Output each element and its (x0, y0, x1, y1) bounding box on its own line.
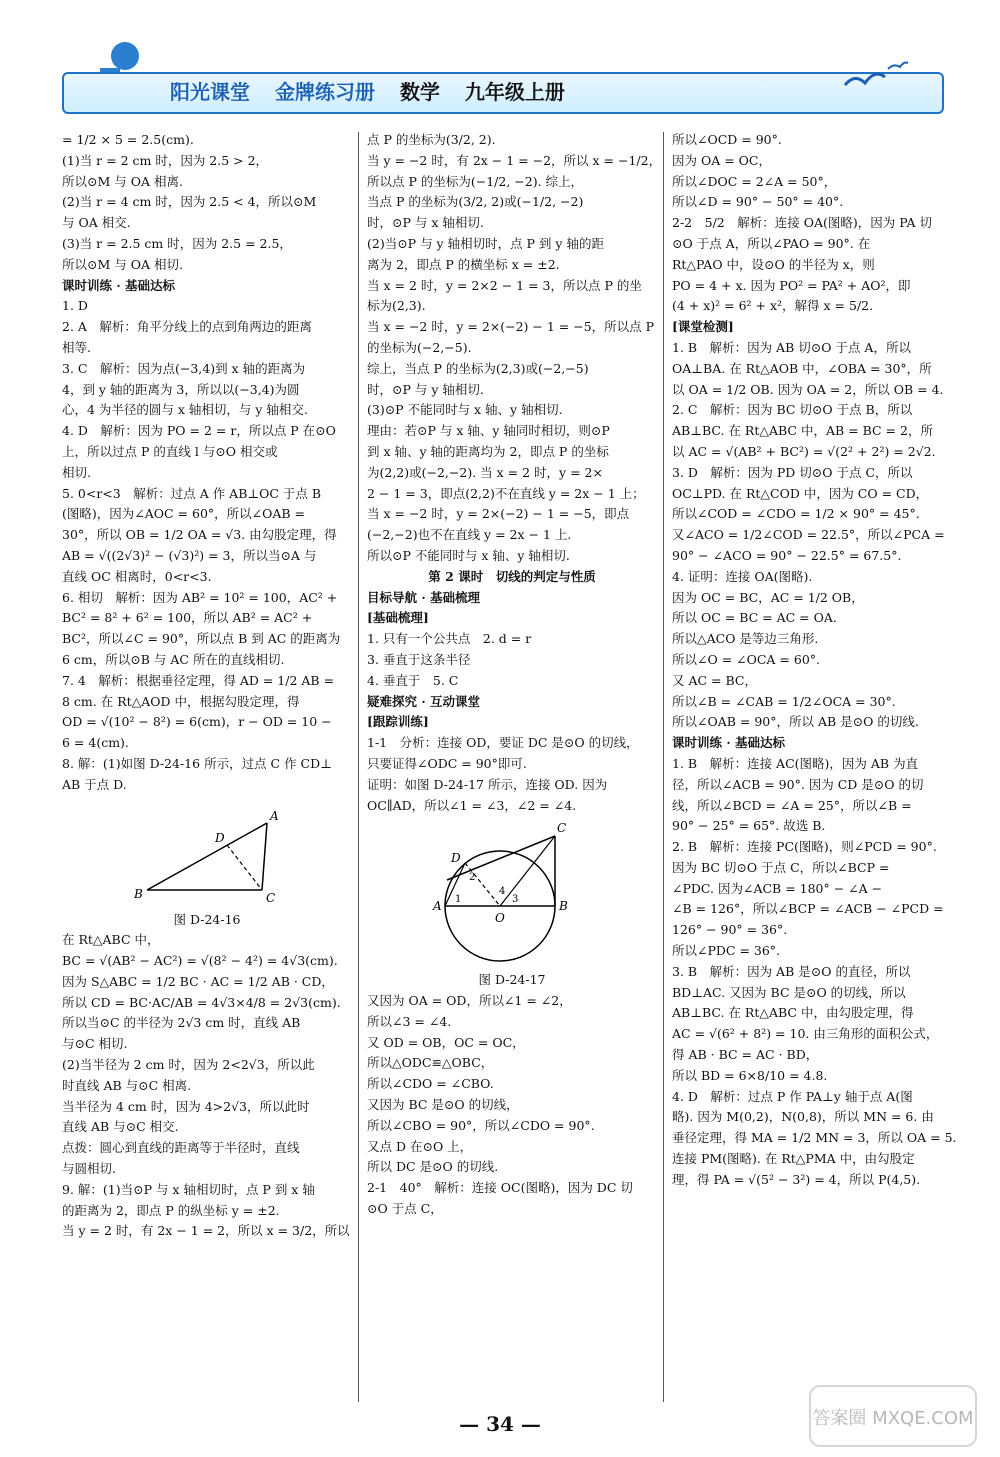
text-line: 又 AC = BC， (672, 672, 757, 688)
text-line: 当 x = 2 时，y = 2×2 − 1 = 3，所以点 P 的坐 (367, 277, 642, 293)
section-heading: 目标导航 · 基础梳理 (367, 589, 481, 605)
text-line: (图略)，因为∠AOC = 60°，所以∠OAB = (62, 506, 306, 522)
text-line: 当半径为 4 cm 时，因为 4>2√3，所以此时 (62, 1098, 310, 1114)
subsection-heading: [基础梳理] (367, 610, 429, 626)
text-line: 3. D 解析：因为 PD 切⊙O 于点 C，所以 (672, 464, 913, 480)
text-line: 又 OD = OB，OC = OC， (367, 1034, 525, 1050)
text-line: 以 AC = √(AB² + BC²) = √(2² + 2²) = 2√2. (672, 443, 936, 459)
text-line: 1. D (62, 298, 88, 314)
text-line: 所以∠D = 90° − 50° = 40°. (672, 194, 844, 210)
text-line: 直线 OC 相离时，0<r<3. (62, 568, 212, 584)
text-line: 4. 证明：连接 OA(图略). (672, 568, 813, 584)
label-B: B (134, 886, 143, 901)
text-line: 得 AB · BC = AC · BD， (672, 1047, 819, 1063)
text-line: 所以∠O = ∠OCA = 60°. (672, 651, 821, 667)
text-line: 9. 解：(1)当⊙P 与 x 轴相切时，点 P 到 x 轴 (62, 1181, 315, 1197)
text-line: 线，所以∠BCD = ∠A = 25°，所以∠B = (672, 797, 912, 813)
text-line: (1)当 r = 2 cm 时，因为 2.5 > 2， (62, 152, 269, 168)
text-line: 的坐标为(−2,−5). (367, 339, 472, 355)
text-line: 所以⊙M 与 OA 相切. (62, 256, 183, 272)
text-line: 又因为 BC 是⊙O 的切线， (367, 1097, 519, 1113)
text-line: 1. B 解析：因为 AB 切⊙O 于点 A，所以 (672, 339, 911, 355)
grade-name: 九年级上册 (464, 80, 565, 104)
text-line: 1. B 解析：连接 AC(图略)，因为 AB 为直 (672, 755, 919, 771)
text-line: OC⊥PD. 在 Rt△COD 中，因为 CO = CD， (672, 485, 929, 501)
section-heading: 课时训练 · 基础达标 (672, 735, 786, 751)
text-line: 6. 相切 解析：因为 AB² = 10² = 100，AC² + (62, 589, 338, 605)
text-line: 所以△ODC≌△OBC， (367, 1055, 494, 1071)
subsection-heading: [课堂检测] (672, 319, 734, 335)
text-line: 证明：如图 D-24-17 所示，连接 OD. 因为 (367, 776, 608, 792)
section-heading: 疑难探究 · 互动课堂 (367, 693, 481, 709)
text-line: 所以⊙M 与 OA 相离. (62, 173, 183, 189)
text-line: 7. 4 解析：根据垂径定理，得 AD = 1/2 AB = (62, 672, 335, 688)
text-line: AB⊥BC. 在 Rt△ABC 中，AB = BC = 2，所 (672, 423, 933, 439)
text-line: 当点 P 的坐标为(3/2, 2)或(−1/2, −2) (367, 194, 584, 210)
text-line: AC = √(6² + 8²) = 10. 由三角形的面积公式， (672, 1026, 939, 1042)
text-line: ⊙O 于点 A，所以∠PAO = 90°. 在 (672, 235, 871, 251)
text-line: 所以∠3 = ∠4. (367, 1013, 452, 1029)
text-line: 1. 只有一个公共点 2. d = r (367, 631, 532, 647)
text-line: 直线 AB 与⊙C 相交. (62, 1119, 179, 1135)
text-line: 因为 S△ABC = 1/2 BC · AC = 1/2 AB · CD， (62, 973, 334, 989)
label-B: B (559, 899, 568, 914)
text-line: 与圆相切. (62, 1161, 116, 1177)
text-line: 相切. (62, 464, 91, 480)
text-line: BC² = 8² + 6² = 100，所以 AB² = AC² + (62, 610, 313, 626)
text-line: AB 于点 D. (62, 776, 127, 792)
text-line: 连接 PM(图略). 在 Rt△PMA 中，由勾股定 (672, 1151, 915, 1167)
text-line: 时，⊙P 与 y 轴相切. (367, 381, 484, 397)
text-line: 所以∠OCD = 90°. (672, 132, 782, 147)
text-line: 所以当⊙C 的半径为 2√3 cm 时，直线 AB (62, 1015, 301, 1031)
text-line: 只要证得∠ODC = 90°即可. (367, 755, 527, 771)
text-line: (2)当 r = 4 cm 时，因为 2.5 < 4，所以⊙M (62, 194, 317, 210)
angle-4: 4 (499, 886, 506, 898)
header-title (170, 76, 583, 105)
text-line: 因为 OA = OC， (672, 152, 771, 168)
text-line: Rt△PAO 中，设⊙O 的半径为 x，则 (672, 256, 875, 272)
label-C: C (266, 890, 276, 905)
label-C: C (557, 821, 567, 836)
text-line: 又因为 OA = OD，所以∠1 = ∠2， (367, 993, 572, 1009)
column-divider (358, 132, 359, 1402)
text-line: ∠B = 126°，所以∠BCP = ∠ACB − ∠PCD = (672, 901, 944, 917)
text-line: ⊙O 于点 C， (367, 1201, 443, 1217)
text-line: 所以 BD = 6×8/10 = 4.8. (672, 1067, 828, 1083)
angle-1: 1 (455, 894, 462, 906)
text-line: 为(2,2)或(−2,−2). 当 x = 2 时，y = 2× (367, 464, 603, 480)
text-line: 所以⊙P 不能同时与 x 轴、y 轴相切. (367, 547, 570, 563)
column-middle (367, 130, 662, 1220)
column-right (672, 130, 957, 1191)
text-line: 2-2 5/2 解析：连接 OA(图略)，因为 PA 切 (672, 215, 932, 231)
text-line: 4，到 y 轴的距离为 3，所以以(−3,4)为圆 (62, 381, 300, 397)
watermark-text: 答案圈 MXQE.COM (812, 1408, 974, 1429)
book-name: 金牌练习册 (274, 80, 375, 104)
text-line: 2. B 解析：连接 PC(图略)，则∠PCD = 90°. (672, 839, 937, 855)
angle-3: 3 (512, 894, 519, 906)
text-line: 所以∠OAB = 90°，所以 AB 是⊙O 的切线. (672, 714, 919, 730)
text-line: 当 y = 2 时，有 2x − 1 = 2，所以 x = 3/2，所以 (62, 1223, 350, 1239)
page-number: — 34 — (459, 1412, 541, 1436)
text-line: 所以∠DOC = 2∠A = 50°， (672, 173, 837, 189)
watermark-logo (808, 1384, 978, 1448)
text-line: 4. 垂直于 5. C (367, 672, 459, 688)
text-line: 所以∠CDO = ∠CBO. (367, 1076, 494, 1092)
figure-caption: 图 D-24-17 (478, 972, 546, 988)
text-line: 垂径定理，得 MA = 1/2 MN = 3，所以 OA = 5. (672, 1130, 957, 1146)
text-line: OD = √(10² − 8²) = 6(cm)，r − OD = 10 − (62, 714, 332, 730)
text-line: 离为 2，即点 P 的横坐标 x = ±2. (367, 256, 560, 272)
text-line: 的距离为 2，即点 P 的纵坐标 y = ±2. (62, 1202, 280, 1218)
text-line: (3)⊙P 不能同时与 x 轴、y 轴相切. (367, 402, 563, 418)
column-divider (663, 132, 664, 1402)
angle-2: 2 (469, 872, 476, 884)
text-line: 2. C 解析：因为 BC 切⊙O 于点 B，所以 (672, 402, 913, 418)
section-heading: 课时训练 · 基础达标 (62, 277, 176, 293)
text-line: OC∥AD，所以∠1 = ∠3，∠2 = ∠4. (367, 797, 577, 813)
label-D: D (215, 830, 225, 845)
text-line: 所以点 P 的坐标为(−1/2, −2). 综上， (367, 173, 584, 189)
text-line: 3. 垂直于这条半径 (367, 651, 471, 667)
text-line: (2)当⊙P 与 y 轴相切时，点 P 到 y 轴的距 (367, 235, 604, 251)
text-line: 因为 BC 切⊙O 于点 C，所以∠BCP = (672, 859, 890, 875)
text-line: 2. A 解析：角平分线上的点到角两边的距离 (62, 319, 312, 335)
text-line: 因为 OC = BC，AC = 1/2 OB， (672, 589, 864, 605)
text-line: BD⊥AC. 又因为 BC 是⊙O 的切线，所以 (672, 984, 906, 1000)
text-line: 标为(2,3). (367, 298, 426, 314)
text-line: AB = √((2√3)² − (√3)²) = 3，所以当⊙A 与 (62, 547, 317, 563)
series-name: 阳光课堂 (170, 80, 250, 104)
text-line: 当 x = −2 时，y = 2×(−2) − 1 = −5，即点 (367, 506, 630, 522)
text-line: 所以 DC 是⊙O 的切线. (367, 1159, 499, 1175)
text-line: 所以∠B = ∠CAB = 1/2∠OCA = 30°. (672, 693, 896, 709)
text-line: OA⊥BA. 在 Rt△AOB 中，∠OBA = 30°，所 (672, 360, 932, 376)
text-line: ∠PDC. 因为∠ACB = 180° − ∠A − (672, 880, 883, 896)
text-line: PO = 4 + x. 因为 PO² = PA² + AO²，即 (672, 277, 911, 293)
birds-icon (840, 55, 910, 95)
text-line: 2 − 1 = 3，即点(2,2)不在直线 y = 2x − 1 上； (367, 485, 645, 501)
text-line: 时，⊙P 与 x 轴相切. (367, 215, 484, 231)
text-line: 所以 CD = BC·AC/AB = 4√3×4/8 = 2√3(cm). (62, 994, 341, 1010)
text-line: 3. B 解析：因为 AB 是⊙O 的直径，所以 (672, 963, 911, 979)
text-line: 90° − ∠ACO = 90° − 22.5° = 67.5°. (672, 547, 902, 563)
text-line: 与 OA 相交. (62, 215, 131, 231)
text-line: 8. 解：(1)如图 D-24-16 所示，过点 C 作 CD⊥ (62, 755, 332, 771)
text-line: 综上，当点 P 的坐标为(2,3)或(−2,−5) (367, 360, 589, 376)
label-A: A (270, 808, 279, 823)
text-line: BC = √(AB² − AC²) = √(8² − 4²) = 4√3(cm). (62, 953, 338, 969)
text-line: AB⊥BC. 在 Rt△ABC 中，由勾股定理，得 (672, 1005, 914, 1021)
text-line: 5. 0<r<3 解析：过点 A 作 AB⊥OC 于点 B (62, 485, 322, 501)
text-line: 4. D 解析：过点 P 作 PA⊥y 轴于点 A(图 (672, 1088, 913, 1104)
text-line: (4 + x)² = 6² + x²，解得 x = 5/2. (672, 298, 874, 314)
text-line: 点拨：圆心到直线的距离等于半径时，直线 (62, 1140, 300, 1156)
text-line: 在 Rt△ABC 中， (62, 932, 160, 948)
text-line: 与⊙C 相切. (62, 1036, 128, 1052)
text-line: 以 OA = 1/2 OB. 因为 OA = 2，所以 OB = 4. (672, 381, 944, 397)
text-line: 3. C 解析：因为点(−3,4)到 x 轴的距离为 (62, 360, 306, 376)
text-line: 30°，所以 OB = 1/2 OA = √3. 由勾股定理，得 (62, 527, 337, 543)
text-line: 径，所以∠ACB = 90°. 因为 CD 是⊙O 的切 (672, 776, 924, 792)
text-line: 又∠ACO = 1/2∠COD = 22.5°，所以∠PCA = (672, 527, 945, 543)
text-line: 又点 D 在⊙O 上， (367, 1138, 473, 1154)
text-line: 所以 OC = BC = AC = OA. (672, 610, 837, 626)
text-line: 4. D 解析：因为 PO = 2 = r，所以点 P 在⊙O (62, 423, 336, 439)
text-line: 6 = 4(cm). (62, 735, 129, 751)
label-D: D (451, 851, 461, 866)
figure-d-24-16 (62, 798, 352, 908)
text-line: 到 x 轴、y 轴的距离均为 2，即点 P 的坐标 (367, 443, 609, 459)
text-line: (−2,−2)也不在直线 y = 2x − 1 上. (367, 527, 572, 543)
figure-d-24-17 (367, 818, 657, 968)
label-A: A (433, 899, 442, 914)
text-line: 当 y = −2 时，有 2x − 1 = −2，所以 x = −1/2， (367, 152, 662, 168)
text-line: 心，4 为半径的圆与 x 轴相切，与 y 轴相交. (62, 402, 308, 418)
page-header (0, 0, 1000, 120)
text-line: 6 cm，所以⊙B 与 AC 所在的直线相切. (62, 651, 285, 667)
column-left (62, 130, 352, 1242)
text-line: 理由：若⊙P 与 x 轴、y 轴同时相切，则⊙P (367, 423, 610, 439)
lesson-title: 第 2 课时 切线的判定与性质 (428, 568, 596, 584)
text-line: 2-1 40° 解析：连接 OC(图略)，因为 DC 切 (367, 1180, 633, 1196)
text-line: 所以∠PDC = 36°. (672, 943, 781, 959)
text-line: 8 cm. 在 Rt△AOD 中，根据勾股定理，得 (62, 693, 300, 709)
text-line: 略). 因为 M(0,2)，N(0,8)，所以 MN = 6. 由 (672, 1109, 934, 1125)
text-line: 当 x = −2 时，y = 2×(−2) − 1 = −5，所以点 P (367, 319, 655, 335)
subsection-heading: [跟踪训练] (367, 714, 429, 730)
text-line: 相等. (62, 339, 91, 355)
text-line: 1-1 分析：连接 OD，要证 DC 是⊙O 的切线， (367, 735, 639, 751)
text-line: (2)当半径为 2 cm 时，因为 2<2√3，所以此 (62, 1057, 315, 1073)
text-line: 所以∠CBO = 90°，所以∠CDO = 90°. (367, 1117, 595, 1133)
text-line: 上，所以过点 P 的直线 l 与⊙O 相交或 (62, 443, 278, 459)
text-line: BC²，所以∠C = 90°，所以点 B 到 AC 的距离为 (62, 631, 341, 647)
text-line: 126° − 90° = 36°. (672, 922, 788, 938)
text-line: (3)当 r = 2.5 cm 时，因为 2.5 = 2.5， (62, 235, 292, 251)
text-line: 理，得 PA = √(5² − 3²) = 4，所以 P(4,5). (672, 1171, 921, 1187)
text-line: 90° − 25° = 65°. 故选 B. (672, 818, 826, 834)
text-line: 所以∠COD = ∠CDO = 1/2 × 90° = 45°. (672, 506, 920, 522)
text-line: 时直线 AB 与⊙C 相离. (62, 1077, 192, 1093)
text-line: 所以△ACO 是等边三角形. (672, 631, 819, 647)
text-line: = 1/2 × 5 = 2.5(cm). (62, 132, 194, 147)
label-O: O (495, 911, 505, 926)
figure-caption: 图 D-24-16 (173, 911, 241, 927)
text-line: 点 P 的坐标为(3/2, 2). (367, 132, 496, 147)
subject-name: 数学 (399, 80, 440, 104)
